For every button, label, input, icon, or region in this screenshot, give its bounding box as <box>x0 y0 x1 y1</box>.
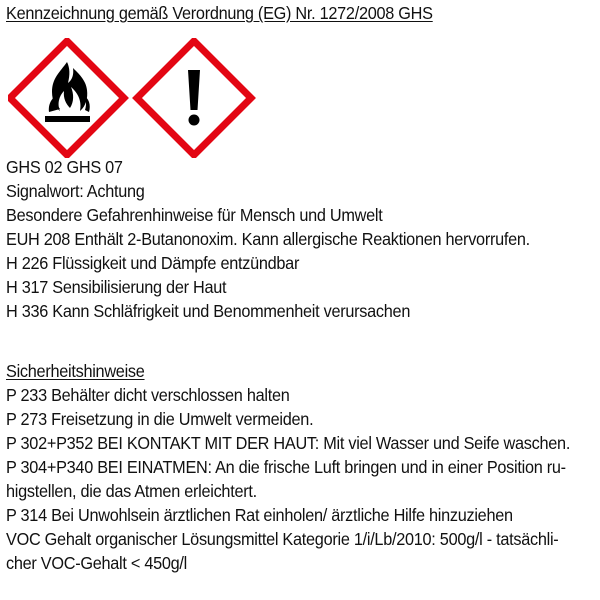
hazard-statement: H 226 Flüssigkeit und Dämpfe entzündbar <box>6 253 300 273</box>
voc-content-line: cher VOC-Gehalt < 450g/l <box>6 553 188 573</box>
label-heading: Kennzeichnung gemäß Verordnung (EG) Nr. 1272/2008 GHS <box>6 3 433 23</box>
hazard-statement: H 336 Kann Schläfrigkeit und Benommenheit verursachen <box>6 301 411 321</box>
exclamation-mark-icon <box>137 41 251 155</box>
safety-line: higstellen, die das Atmen erleichtert. <box>6 481 257 501</box>
safety-heading: Sicherheitshinweise <box>6 361 145 381</box>
safety-line: P 273 Freisetzung in die Umwelt vermeiden. <box>6 409 314 429</box>
safety-line: P 304+P340 BEI EINATMEN: An die frische Luft bringen und in einer Position ru- <box>6 457 566 477</box>
hazard-heading: Besondere Gefahrenhinweise für Mensch und Umwelt <box>6 205 383 225</box>
hazard-statement: H 317 Sensibilisierung der Haut <box>6 277 227 297</box>
safety-line: P 233 Behälter dicht verschlossen halten <box>6 385 290 405</box>
signal-word: Signalwort: Achtung <box>6 181 145 201</box>
safety-line: P 314 Bei Unwohlsein ärztlichen Rat einholen/ ärztliche Hilfe hinzuziehen <box>6 505 513 525</box>
voc-content-line: VOC Gehalt organischer Lösungsmittel Kategorie 1/i/Lb/2010: 500g/l - tatsächli- <box>6 529 559 549</box>
ghs-pictograms <box>8 38 258 158</box>
safety-line: P 302+P352 BEI KONTAKT MIT DER HAUT: Mit viel Wasser und Seife waschen. <box>6 433 571 453</box>
ghs-codes: GHS 02 GHS 07 <box>6 157 123 177</box>
flame-icon <box>10 41 124 155</box>
hazard-statement: EUH 208 Enthält 2-Butanonoxim. Kann allergische Reaktionen hervorrufen. <box>6 229 530 249</box>
